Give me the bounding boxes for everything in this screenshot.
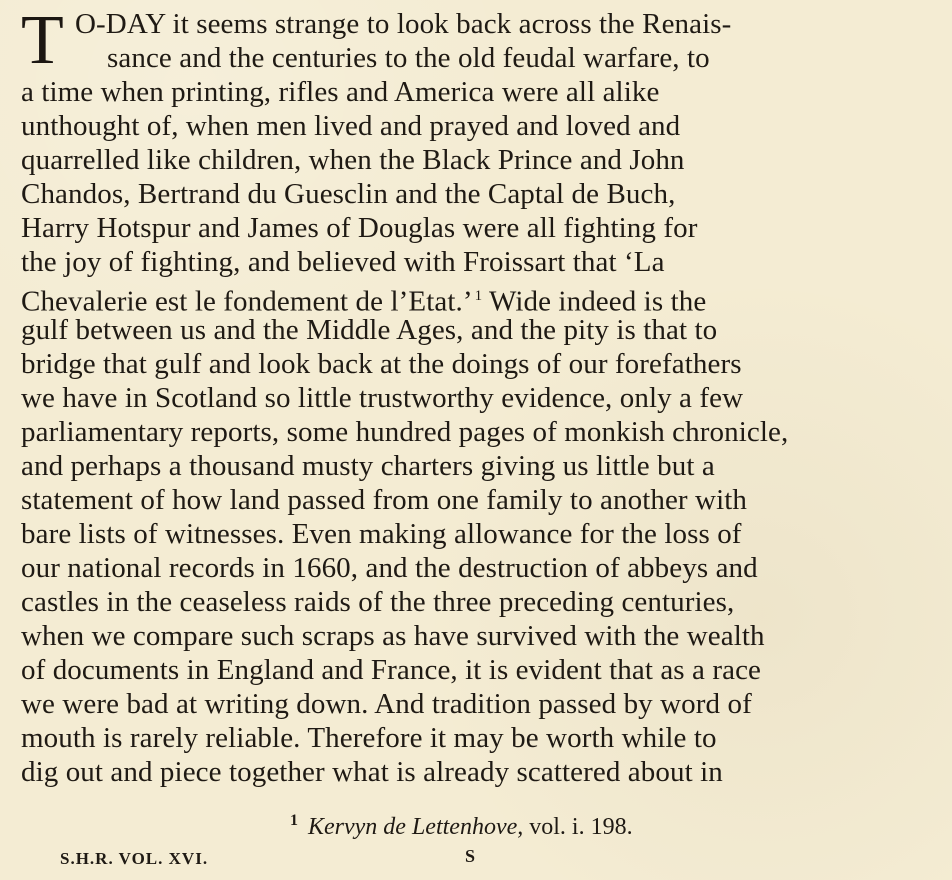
footnote-citation: vol. i. 198. (523, 814, 633, 840)
text-line-13 (21, 415, 920, 449)
line-10-text: gulf between us and the Middle Ages, and the pity is that to (21, 314, 718, 346)
line-16-text: bare lists of witnesses. Even making allowance for the loss of (21, 518, 742, 550)
line-14-text: and perhaps a thousand musty charters giving us little but a (21, 450, 715, 482)
footnote (290, 807, 633, 841)
text-line-14 (21, 449, 920, 483)
line-17-text: our national records in 1660, and the destruction of abbeys and (21, 552, 758, 584)
text-line-12 (21, 381, 920, 415)
line-8-text: the joy of fighting, and believed with Froissart that ‘La (21, 246, 665, 278)
text-line-19 (21, 619, 920, 653)
line-1-text: O-DAY it seems strange to look back across the Renais- (75, 8, 732, 40)
text-line-20 (21, 653, 920, 687)
text-line-23 (21, 755, 920, 789)
line-18-text: castles in the ceaseless raids of the three preceding centuries, (21, 586, 735, 618)
text-line-8 (21, 245, 920, 279)
text-line-17 (21, 551, 920, 585)
signature-mark: S (465, 846, 476, 866)
line-7-text: Harry Hotspur and James of Douglas were all fighting for (21, 212, 698, 244)
text-line-15 (21, 483, 920, 517)
drop-cap: T (21, 2, 64, 79)
text-line-10 (21, 313, 920, 347)
line-20-text: of documents in England and France, it is evident that as a race (21, 654, 762, 686)
journal-footer: S.H.R. VOL. XVI. (60, 849, 209, 868)
text-line-3 (21, 75, 920, 109)
line-23-text: dig out and piece together what is already scattered about in (21, 756, 723, 788)
line-5-text: quarrelled like children, when the Black Prince and John (21, 144, 685, 176)
line-11-text: bridge that gulf and look back at the doings of our forefathers (21, 348, 742, 380)
text-line-6 (21, 177, 920, 211)
footnote-reference-marker: 1 (474, 288, 483, 304)
text-line-18 (21, 585, 920, 619)
line-9-text: Chevalerie est le fondement de l’Etat.’ (21, 285, 473, 318)
text-line-11 (21, 347, 920, 381)
line-4-text: unthought of, when men lived and prayed and loved and (21, 110, 681, 142)
text-line-22 (21, 721, 920, 755)
text-line-21 (21, 687, 920, 721)
line-19-text: when we compare such scraps as have survived with the wealth (21, 620, 765, 652)
line-15-text: statement of how land passed from one family to another with (21, 484, 747, 516)
footnote-marker: 1 (290, 812, 298, 829)
line-3-text: a time when printing, rifles and America were all alike (21, 76, 660, 108)
line-21-text: we were bad at writing down. And tradition passed by word of (21, 688, 752, 720)
line-2-text: sance and the centuries to the old feudal warfare, to (107, 42, 710, 74)
line-12-text: we have in Scotland so little trustworthy evidence, only a few (21, 382, 744, 414)
text-line-5 (21, 143, 920, 177)
line-13-text: parliamentary reports, some hundred pages of monkish chronicle, (21, 416, 789, 448)
line-9-tail: Wide indeed is the (482, 285, 707, 318)
text-line-2 (21, 41, 920, 75)
text-line-9 (21, 279, 920, 318)
text-line-7 (21, 211, 920, 245)
footnote-author: Kervyn de Lettenhove, (308, 814, 524, 840)
line-6-text: Chandos, Bertrand du Guesclin and the Captal de Buch, (21, 178, 676, 210)
text-line-16 (21, 517, 920, 551)
line-22-text: mouth is rarely reliable. Therefore it may be worth while to (21, 722, 717, 754)
text-line-4 (21, 109, 920, 143)
